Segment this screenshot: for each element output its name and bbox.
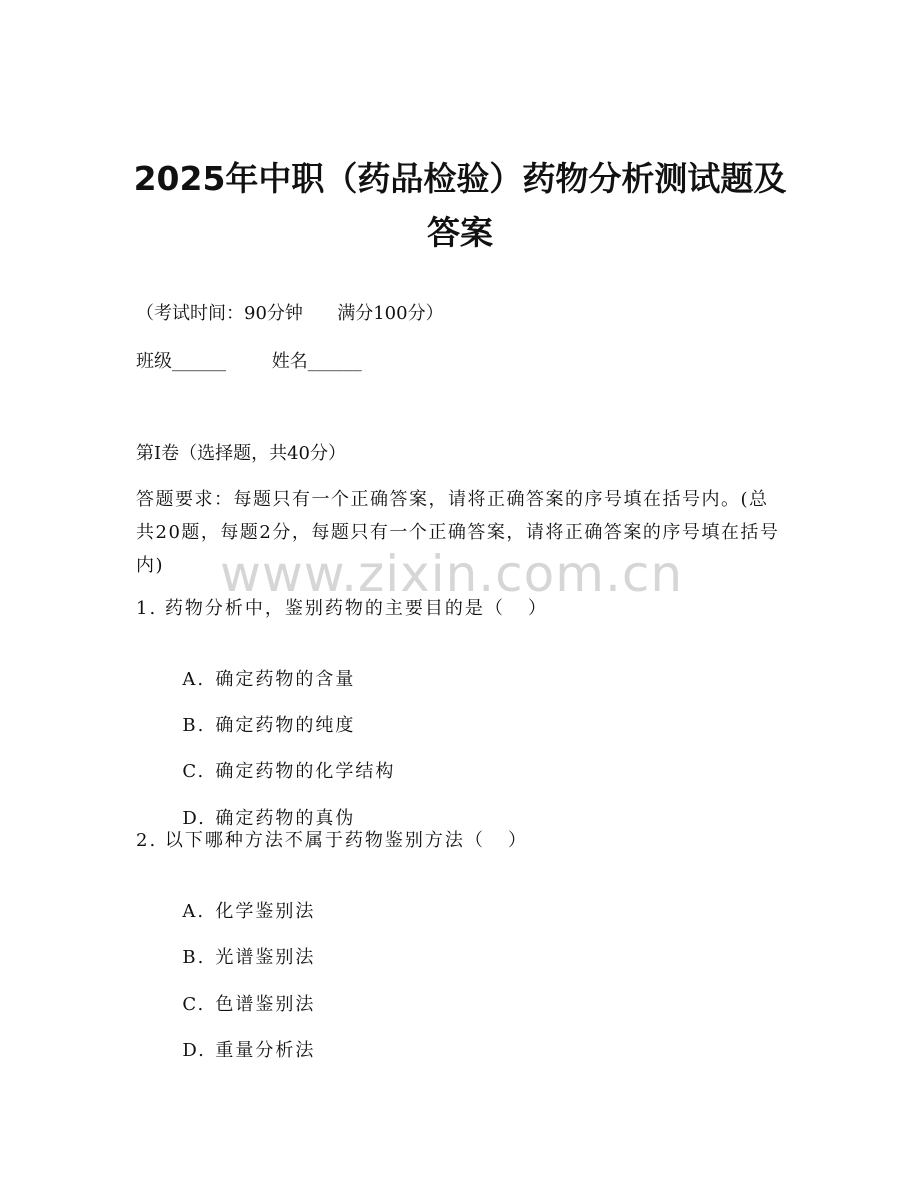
option-text: 重量分析法 <box>215 1040 316 1061</box>
option-label: C. <box>182 761 206 782</box>
watermark: www.zixin.com.cn <box>220 545 684 603</box>
title-line-2: 答案 <box>427 213 493 252</box>
option-text: 色谱鉴别法 <box>215 994 316 1015</box>
option-text: 化学鉴别法 <box>215 901 316 922</box>
option-text: 光谱鉴别法 <box>215 947 316 968</box>
option-label: D. <box>182 1040 206 1061</box>
option-label: B. <box>182 715 206 736</box>
document-title <box>0 152 920 260</box>
option-label: D. <box>182 808 206 829</box>
title-line-1: 2025年中职（药品检验）药物分析测试题及 <box>133 159 787 198</box>
section-heading: 第I卷（选择题，共40分） <box>136 443 347 464</box>
option-text: 确定药物的含量 <box>215 669 356 690</box>
option-label: A. <box>182 901 206 922</box>
question-2-option-d <box>136 1015 315 1087</box>
question-2-stem: 2. 以下哪种方法不属于药物鉴别方法（ ） <box>136 830 529 851</box>
option-label: B. <box>182 947 206 968</box>
option-text: 确定药物的化学结构 <box>215 761 396 782</box>
student-info: 班级______ 姓名______ <box>136 351 362 372</box>
option-text: 确定药物的纯度 <box>215 715 356 736</box>
option-label: A. <box>182 669 206 690</box>
exam-info: （考试时间：90分钟 满分100分） <box>136 303 444 324</box>
instructions: 答题要求：每题只有一个正确答案，请将正确答案的序号填在括号内。(总共20题，每题2分，每题只有一个正确答案，请将正确答案的序号填在括号内) <box>136 489 780 576</box>
option-label: C. <box>182 994 206 1015</box>
question-1-stem: 1. 药物分析中，鉴别药物的主要目的是（ ） <box>136 598 549 619</box>
option-text: 确定药物的真伪 <box>215 808 356 829</box>
